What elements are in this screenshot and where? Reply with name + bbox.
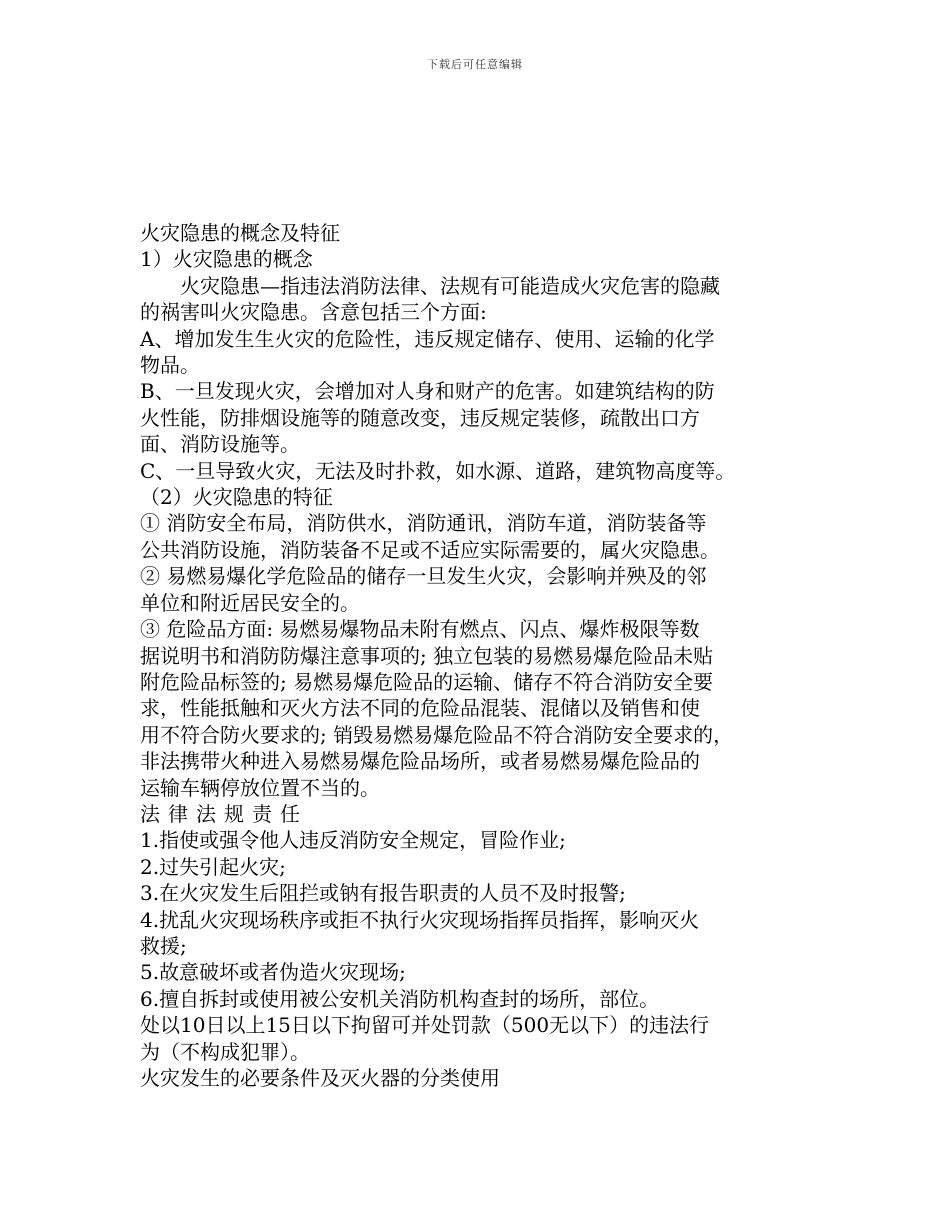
paragraph-line: C、一旦导致火灾，无法及时扑救，如水源、道路，建筑物高度等。: [140, 458, 736, 483]
paragraph-line: 物品。: [140, 353, 200, 378]
paragraph-line: 火灾隐患—指违法消防法律、法规有可能造成火灾危害的隐藏: [180, 273, 720, 298]
paragraph-line: 用不符合防火要求的; 销毁易燃易爆危险品不符合消防安全要求的，: [140, 722, 734, 747]
paragraph-line: 为（不构成犯罪）。: [140, 1039, 310, 1064]
paragraph-line: 附危险品标签的; 易燃易爆危险品的运输、储存不符合消防安全要: [140, 669, 714, 694]
paragraph-line: 求，性能抵触和灭火方法不同的危险品混装、混储以及销售和使: [140, 696, 700, 721]
paragraph-line: 公共消防设施，消防装备不足或不适应实际需要的，属火灾隐患。: [140, 537, 720, 562]
paragraph-line: ② 易燃易爆化学危险品的储存一旦发生火灾，会影响并殃及的邻: [140, 564, 707, 589]
section-title: 火灾隐患的概念及特征: [140, 221, 340, 245]
subsection-heading: 1）火灾隐患的概念: [140, 247, 313, 272]
paragraph-line: A、增加发生生火灾的危险性，违反规定储存、使用、运输的化学: [140, 326, 715, 351]
list-item: 6.擅自拆封或使用被公安机关消防机构查封的场所，部位。: [140, 986, 660, 1011]
paragraph-line: ③ 危险品方面: 易燃易爆物品未附有燃点、闪点、爆炸极限等数: [140, 617, 700, 642]
paragraph-line: 非法携带火种进入易燃易爆危险品场所，或者易燃易爆危险品的: [140, 749, 700, 774]
list-item: 救援;: [140, 933, 187, 958]
paragraph-line: ① 消防安全布局，消防供水，消防通讯，消防车道，消防装备等: [140, 511, 707, 536]
list-item: 4.扰乱火灾现场秩序或拒不执行火灾现场指挥员指挥，影响灭火: [140, 907, 700, 932]
page-header: 下载后可任意编辑: [427, 58, 523, 71]
paragraph-line: 运输车辆停放位置不当的。: [140, 775, 380, 800]
paragraph-line: 据说明书和消防防爆注意事项的; 独立包装的易燃易爆危险品未贴: [140, 643, 714, 668]
section-title: 火灾发生的必要条件及灭火器的分类使用: [140, 1066, 500, 1090]
section-heading: 法律法规责任: [140, 801, 308, 826]
subsection-heading: （2）火灾隐患的特征: [140, 485, 333, 510]
list-item: 1.指使或强令他人违反消防安全规定，冒险作业;: [140, 828, 566, 853]
list-item: 5.故意破坏或者伪造火灾现场;: [140, 960, 406, 985]
paragraph-line: 处以10日以上15日以下拘留可并处罚款（500无以下）的违法行: [140, 1013, 710, 1038]
list-item: 2.过失引起火灾;: [140, 854, 286, 879]
paragraph-line: B、一旦发现火灾，会增加对人身和财产的危害。如建筑结构的防: [140, 379, 715, 404]
list-item: 3.在火灾发生后阻拦或钠有报告职责的人员不及时报警;: [140, 881, 626, 906]
paragraph-line: 面、消防设施等。: [140, 432, 300, 457]
document-body: [140, 220, 830, 1091]
paragraph-line: 火性能，防排烟设施等的随意改变，违反规定装修，疏散出口方: [140, 405, 700, 430]
paragraph-line: 单位和附近居民安全的。: [140, 590, 360, 615]
paragraph-line: 的祸害叫火灾隐患。含意包括三个方面:: [140, 300, 487, 325]
